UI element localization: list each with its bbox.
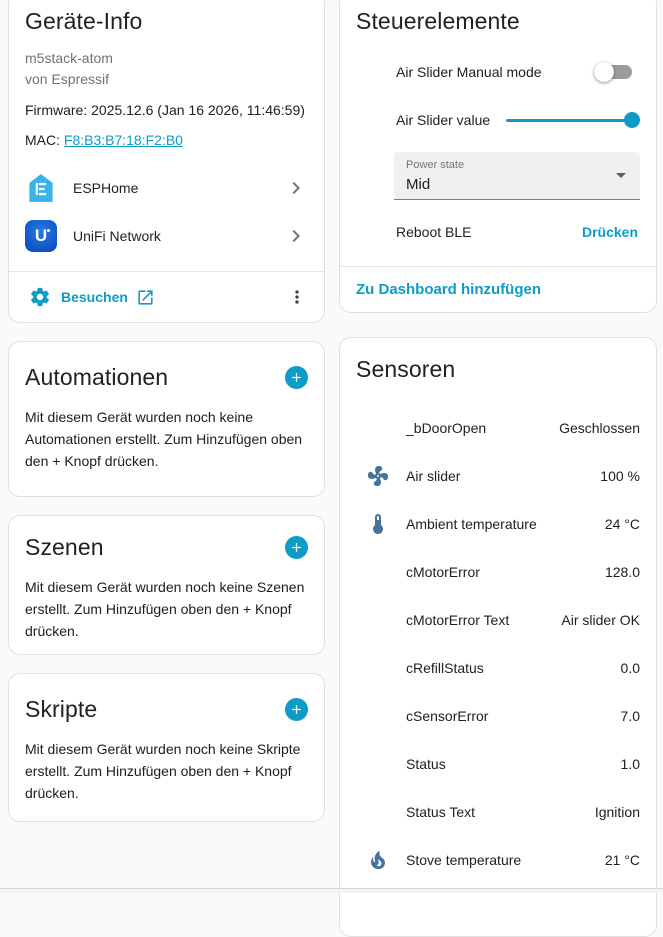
mac-address-link[interactable]: F8:B3:B7:18:F2:B0 xyxy=(63,132,183,148)
controls-card xyxy=(339,0,657,313)
reboot-ble-row xyxy=(356,208,640,256)
sensor-value: 7.0 xyxy=(620,708,640,724)
plus-icon xyxy=(289,370,304,385)
sensor-value: 21 °C xyxy=(604,852,640,868)
external-link-icon xyxy=(136,288,155,307)
sensor-row[interactable] xyxy=(356,692,640,740)
controls-title: Steuerelemente xyxy=(356,8,520,34)
left-column xyxy=(8,0,325,937)
automations-empty-text: Mit diesem Gerät wurden noch keine Automationen erstellt. Zum Hinzufügen oben den + Knopf drücken. xyxy=(25,409,303,469)
sensor-row[interactable] xyxy=(356,596,640,644)
add-to-dashboard-link[interactable]: Zu Dashboard hinzufügen xyxy=(356,281,541,298)
right-column xyxy=(339,0,657,937)
sensor-value: 100 % xyxy=(600,468,640,484)
automations-title: Automationen xyxy=(25,364,169,390)
sensor-value: 0.0 xyxy=(620,660,640,676)
sensor-name: Stove temperature xyxy=(406,852,522,868)
unifi-logo-icon: U xyxy=(25,220,57,252)
reboot-ble-press-button[interactable]: Drücken xyxy=(580,218,640,246)
integration-label: UniFi Network xyxy=(73,228,161,244)
sensor-value: Air slider OK xyxy=(561,612,640,628)
device-name: m5stack-atom xyxy=(25,50,113,66)
air-slider-value-slider[interactable] xyxy=(506,112,640,128)
sensor-value: Ignition xyxy=(594,804,640,820)
air-slider-label: Air Slider value xyxy=(396,112,491,128)
sensor-name: Ambient temperature xyxy=(406,516,537,532)
scripts-card xyxy=(8,673,325,822)
device-info-card xyxy=(8,0,325,323)
manual-mode-toggle[interactable] xyxy=(594,62,632,82)
device-info-body xyxy=(9,0,324,271)
sensor-row[interactable] xyxy=(356,788,640,836)
sensor-name: Air slider xyxy=(406,468,461,484)
fan-icon xyxy=(366,464,390,488)
air-slider-row xyxy=(356,96,640,144)
add-scene-button[interactable] xyxy=(285,536,308,559)
integration-label: ESPHome xyxy=(73,180,139,196)
dots-vertical-icon[interactable] xyxy=(282,282,312,312)
sensor-name: cSensorError xyxy=(406,708,489,724)
sensor-name: Status xyxy=(406,756,446,772)
power-state-select[interactable] xyxy=(394,152,640,200)
sensor-row[interactable] xyxy=(356,836,640,884)
visit-label: Besuchen xyxy=(61,289,128,305)
plus-icon xyxy=(289,540,304,555)
chevron-down-icon xyxy=(616,173,626,178)
scripts-empty-text: Mit diesem Gerät wurden noch keine Skripte erstellt. Zum Hinzufügen oben den + Knopf drücken. xyxy=(25,741,301,801)
manual-mode-row xyxy=(356,48,640,96)
gear-icon[interactable] xyxy=(25,282,55,312)
sensor-value: 1.0 xyxy=(620,756,640,772)
reboot-ble-label: Reboot BLE xyxy=(396,224,472,240)
controls-body xyxy=(340,0,656,266)
sensor-row[interactable] xyxy=(356,548,640,596)
integration-row-unifi[interactable] xyxy=(25,212,308,260)
sensor-name: cRefillStatus xyxy=(406,660,484,676)
integration-list xyxy=(25,164,308,260)
scenes-card xyxy=(8,515,325,655)
sensor-name: cMotorError Text xyxy=(406,612,510,628)
sensor-name: _bDoorOpen xyxy=(406,420,487,436)
sensor-name: cMotorError xyxy=(406,564,480,580)
sensor-row[interactable] xyxy=(356,644,640,692)
thermometer-icon xyxy=(366,512,390,536)
plus-icon xyxy=(289,702,304,717)
scripts-title: Skripte xyxy=(25,696,98,722)
sensor-name: Status Text xyxy=(406,804,476,820)
device-mac xyxy=(25,130,308,150)
esphome-logo-icon xyxy=(25,172,57,204)
device-manufacturer: von Espressif xyxy=(25,71,110,87)
sensors-title: Sensoren xyxy=(356,356,456,382)
integration-row-esphome[interactable] xyxy=(25,164,308,212)
sensor-row[interactable] xyxy=(356,452,640,500)
chevron-right-icon xyxy=(284,176,308,200)
visit-link[interactable] xyxy=(61,288,155,307)
sensor-row[interactable] xyxy=(356,404,640,452)
device-card-footer xyxy=(9,272,324,322)
chevron-right-icon xyxy=(284,224,308,248)
power-state-label: Power state xyxy=(406,159,465,171)
fire-icon xyxy=(366,848,390,872)
add-automation-button[interactable] xyxy=(285,366,308,389)
mac-label: MAC: xyxy=(25,132,64,148)
sensor-row[interactable] xyxy=(356,740,640,788)
slider-thumb[interactable] xyxy=(624,112,640,128)
sensor-value: 128.0 xyxy=(604,564,640,580)
sensor-value: 24 °C xyxy=(604,516,640,532)
device-info-title: Geräte-Info xyxy=(25,8,143,34)
scenes-empty-text: Mit diesem Gerät wurden noch keine Szenen erstellt. Zum Hinzufügen oben den + Knopf drücken. xyxy=(25,579,305,639)
add-script-button[interactable] xyxy=(285,698,308,721)
manual-mode-label: Air Slider Manual mode xyxy=(396,64,542,80)
sensors-card xyxy=(339,337,657,937)
device-firmware: Firmware: 2025.12.6 (Jan 16 2026, 11:46:59) xyxy=(25,102,305,118)
sensor-row[interactable] xyxy=(356,500,640,548)
scenes-title: Szenen xyxy=(25,534,104,560)
automations-card xyxy=(8,341,325,497)
sensor-value: Geschlossen xyxy=(559,420,640,436)
viewport-bottom-edge xyxy=(0,888,663,893)
power-state-value: Mid xyxy=(406,176,431,193)
